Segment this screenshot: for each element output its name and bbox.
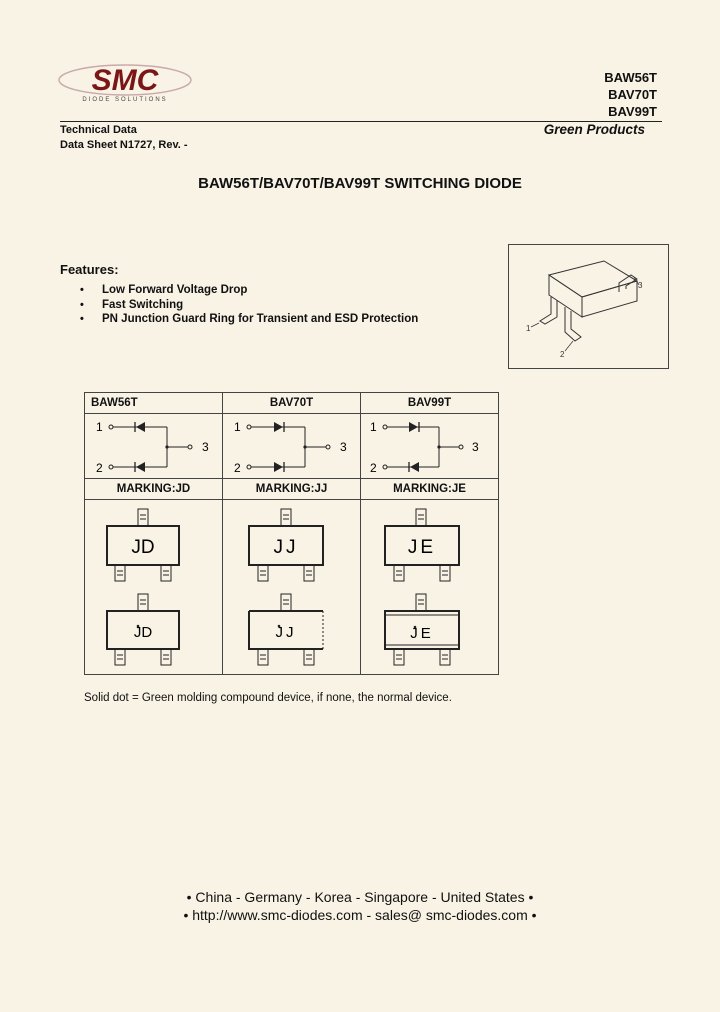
pin-1-label: 1 bbox=[234, 420, 241, 434]
package-pin-2: 2 bbox=[560, 350, 565, 359]
package-pin-3: 3 bbox=[638, 281, 643, 290]
data-sheet-label: Data Sheet N1727, Rev. - bbox=[60, 139, 188, 151]
solid-dot-note: Solid dot = Green molding compound device, if none, the normal device. bbox=[84, 692, 452, 704]
pin-3-label: 3 bbox=[340, 440, 347, 454]
marking-diagrams-baw56t bbox=[85, 500, 223, 675]
pin-2-label: 2 bbox=[370, 461, 377, 475]
logo-text: SMC bbox=[91, 64, 159, 97]
header-divider bbox=[60, 121, 662, 122]
pin-2-label: 2 bbox=[234, 461, 241, 475]
column-header-bav99t: BAV99T bbox=[361, 393, 499, 414]
column-header-baw56t: BAW56T bbox=[85, 393, 223, 414]
marking-package-top bbox=[385, 509, 459, 581]
marking-code: JD bbox=[131, 537, 155, 558]
smc-logo bbox=[52, 58, 197, 104]
column-header-bav70t: BAV70T bbox=[223, 393, 361, 414]
pin-1-label: 1 bbox=[96, 420, 103, 434]
page-title: BAW56T/BAV70T/BAV99T SWITCHING DIODE bbox=[198, 175, 522, 192]
schematic-bav99t bbox=[361, 414, 499, 479]
pin-2-label: 2 bbox=[96, 461, 103, 475]
footer-contact: • http://www.smc-diodes.com - sales@ smc-diodes.com • bbox=[183, 907, 537, 923]
marking-diagrams-bav99t bbox=[361, 500, 499, 675]
package-pin-1: 1 bbox=[526, 324, 531, 333]
marking-diagrams-bav70t bbox=[223, 500, 361, 675]
marking-code: JD bbox=[133, 624, 153, 641]
schematic-baw56t bbox=[85, 414, 223, 479]
marking-package-top bbox=[107, 509, 179, 581]
feature-item: • Low Forward Voltage Drop bbox=[80, 283, 418, 298]
part-number-2: BAV70T bbox=[608, 87, 657, 102]
marking-code: JE bbox=[407, 537, 437, 558]
marking-package-bottom bbox=[249, 594, 323, 665]
part-number-3: BAV99T bbox=[608, 104, 657, 119]
sot523-package-drawing bbox=[509, 245, 668, 368]
pin-1-label: 1 bbox=[370, 420, 377, 434]
marking-label-jj: MARKING:JJ bbox=[223, 479, 361, 500]
package-outline-box bbox=[508, 244, 669, 369]
features-list bbox=[80, 283, 418, 327]
footer-locations: • China - Germany - Korea - Singapore - United States • bbox=[186, 889, 534, 905]
marking-label-je: MARKING:JE bbox=[361, 479, 499, 500]
pinout-marking-table bbox=[84, 392, 499, 675]
marking-code: JE bbox=[410, 625, 434, 642]
marking-label-jd: MARKING:JD bbox=[85, 479, 223, 500]
pin-3-label: 3 bbox=[472, 440, 479, 454]
features-heading: Features: bbox=[60, 262, 119, 277]
green-products-label: Green Products bbox=[543, 122, 645, 137]
marking-code: JJ bbox=[275, 624, 297, 641]
logo-subtitle: DIODE SOLUTIONS bbox=[82, 97, 168, 103]
technical-data-label: Technical Data bbox=[60, 124, 137, 136]
schematic-bav70t bbox=[223, 414, 361, 479]
marking-package-bottom bbox=[385, 594, 459, 665]
feature-item: • Fast Switching bbox=[80, 298, 418, 313]
feature-item: • PN Junction Guard Ring for Transient and ESD Protection bbox=[80, 312, 418, 327]
part-number-1: BAW56T bbox=[604, 70, 657, 85]
marking-package-top bbox=[249, 509, 323, 581]
marking-package-bottom bbox=[107, 594, 179, 665]
marking-code: JJ bbox=[273, 537, 299, 558]
pin-3-label: 3 bbox=[202, 440, 209, 454]
